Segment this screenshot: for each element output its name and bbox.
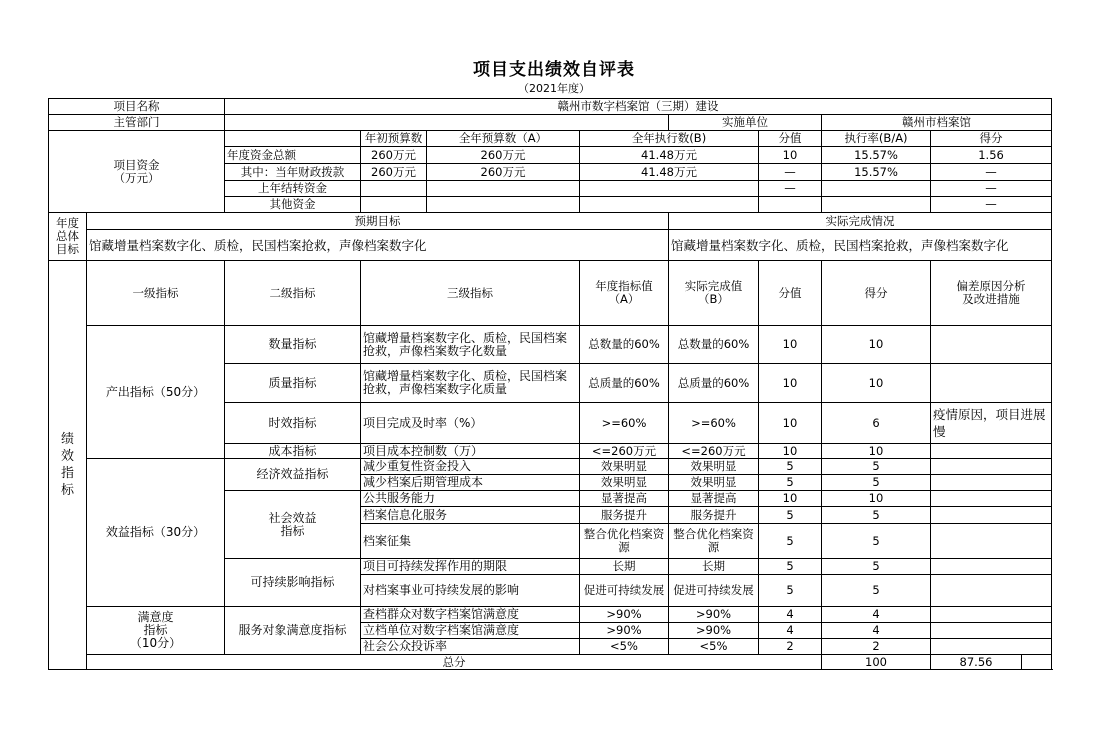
funds-got: 1.56: [931, 147, 1052, 164]
total-got: 87.56: [931, 655, 1022, 670]
score-value: 5: [759, 459, 822, 475]
target-value: 总质量的60%: [580, 364, 669, 403]
reason-text: [931, 459, 1052, 475]
actual-value: >90%: [669, 607, 759, 623]
got-value: 5: [822, 575, 931, 607]
l3-indicator: 项目成本控制数（万）: [361, 444, 580, 459]
l3-indicator: 减少档案后期管理成本: [361, 475, 580, 491]
l2-indicator: 可持续影响指标: [225, 559, 361, 607]
actual-value: 促进可持续发展: [669, 575, 759, 607]
funds-score: —: [759, 164, 822, 181]
actual-value: 整合优化档案资源: [669, 524, 759, 559]
funds-init: 260万元: [361, 147, 427, 164]
funds-score: 10: [759, 147, 822, 164]
impl-value: 赣州市档案馆: [822, 115, 1052, 131]
target-value: >90%: [580, 623, 669, 639]
score-value: 10: [759, 403, 822, 444]
target-value: 效果明显: [580, 459, 669, 475]
perf-header-actual: 实际完成值 （B）: [669, 261, 759, 326]
dept-value: [225, 115, 669, 131]
reason-text: [931, 507, 1052, 524]
actual-value: 服务提升: [669, 507, 759, 524]
score-value: 5: [759, 475, 822, 491]
page-title: 项目支出绩效自评表: [473, 60, 635, 80]
reason-text: [931, 491, 1052, 507]
funds-got: —: [931, 181, 1052, 197]
actual-value: >90%: [669, 623, 759, 639]
reason-text: [931, 364, 1052, 403]
funds-exec: [580, 181, 759, 197]
project-name-label: 项目名称: [49, 99, 225, 115]
l2-indicator: 社会效益 指标: [225, 491, 361, 559]
score-value: 5: [759, 524, 822, 559]
l2-indicator: 成本指标: [225, 444, 361, 459]
reason-text: [931, 623, 1052, 639]
output-label: 产出指标（50分）: [87, 326, 225, 459]
page-subtitle: （2021年度）: [518, 82, 590, 95]
actual-value: 效果明显: [669, 459, 759, 475]
funds-label: 项目资金 （万元）: [49, 131, 225, 213]
funds-header: 全年执行数(B): [580, 131, 759, 147]
funds-row-label: 其中：当年财政拨款: [225, 164, 361, 181]
reason-text: 疫情原因，项目进展慢: [931, 403, 1052, 444]
funds-exec: [580, 197, 759, 213]
reason-text: [931, 326, 1052, 364]
score-value: 10: [759, 326, 822, 364]
perf-header-l2: 二级指标: [225, 261, 361, 326]
funds-rate: 15.57%: [822, 147, 931, 164]
funds-header: 执行率(B/A): [822, 131, 931, 147]
l3-indicator: 社会公众投诉率: [361, 639, 580, 655]
actual-value: 效果明显: [669, 475, 759, 491]
funds-annual: [427, 181, 580, 197]
l3-indicator: 对档案事业可持续发展的影响: [361, 575, 580, 607]
funds-init: [361, 197, 427, 213]
reason-text: [931, 475, 1052, 491]
got-value: 5: [822, 524, 931, 559]
got-value: 10: [822, 326, 931, 364]
actual-value: <=260万元: [669, 444, 759, 459]
impl-label: 实施单位: [669, 115, 822, 131]
funds-score: [759, 197, 822, 213]
score-value: 5: [759, 559, 822, 575]
l3-indicator: 馆藏增量档案数字化、质检，民国档案抢救，声像档案数字化质量: [361, 364, 580, 403]
actual-value: 总质量的60%: [669, 364, 759, 403]
funds-annual: [427, 197, 580, 213]
actual-value: <5%: [669, 639, 759, 655]
got-value: 5: [822, 559, 931, 575]
funds-row-label: 年度资金总额: [225, 147, 361, 164]
target-value: 长期: [580, 559, 669, 575]
funds-row-label: 上年结转资金: [225, 181, 361, 197]
l3-indicator: 减少重复性资金投入: [361, 459, 580, 475]
funds-init: 260万元: [361, 164, 427, 181]
target-value: 促进可持续发展: [580, 575, 669, 607]
got-value: 6: [822, 403, 931, 444]
actual-value: 总数量的60%: [669, 326, 759, 364]
got-value: 4: [822, 623, 931, 639]
benefit-label: 效益指标（30分）: [87, 459, 225, 607]
funds-score: —: [759, 181, 822, 197]
actual-value: 显著提高: [669, 491, 759, 507]
score-value: 4: [759, 623, 822, 639]
score-value: 10: [759, 364, 822, 403]
l2-indicator: 数量指标: [225, 326, 361, 364]
l2-indicator: 时效指标: [225, 403, 361, 444]
target-value: 总数量的60%: [580, 326, 669, 364]
funds-annual: 260万元: [427, 164, 580, 181]
funds-header: 得分: [931, 131, 1052, 147]
got-value: 4: [822, 607, 931, 623]
dept-label: 主管部门: [49, 115, 225, 131]
goals-expected: 馆藏增量档案数字化、质检，民国档案抢救，声像档案数字化: [87, 230, 669, 261]
funds-annual: 260万元: [427, 147, 580, 164]
funds-header: 分值: [759, 131, 822, 147]
goals-actual-label: 实际完成情况: [669, 213, 1052, 230]
got-value: 5: [822, 459, 931, 475]
l3-indicator: 项目完成及时率（%）: [361, 403, 580, 444]
score-value: 2: [759, 639, 822, 655]
reason-text: [931, 575, 1052, 607]
project-name-value: 赣州市数字档案馆（三期）建设: [225, 99, 1052, 115]
reason-text: [931, 639, 1052, 655]
perf-label: 绩 效 指 标: [49, 261, 87, 670]
funds-init: [361, 181, 427, 197]
reason-text: [931, 444, 1052, 459]
funds-header: 年初预算数: [361, 131, 427, 147]
goals-actual: 馆藏增量档案数字化、质检，民国档案抢救，声像档案数字化: [669, 230, 1052, 261]
got-value: 5: [822, 475, 931, 491]
l3-indicator: 立档单位对数字档案馆满意度: [361, 623, 580, 639]
funds-got: —: [931, 197, 1052, 213]
l3-indicator: 档案征集: [361, 524, 580, 559]
l3-indicator: 公共服务能力: [361, 491, 580, 507]
score-value: 10: [759, 444, 822, 459]
perf-header-reason: 偏差原因分析 及改进措施: [931, 261, 1052, 326]
funds-rate: 15.57%: [822, 164, 931, 181]
score-value: 10: [759, 491, 822, 507]
perf-header-target: 年度指标值 （A）: [580, 261, 669, 326]
reason-text: [931, 607, 1052, 623]
l3-indicator: 档案信息化服务: [361, 507, 580, 524]
total-label: 总分: [87, 655, 822, 670]
total-score: 100: [822, 655, 931, 670]
goals-label: 年度 总体 目标: [49, 213, 87, 261]
funds-row-label: 其他资金: [225, 197, 361, 213]
total-blank: [1022, 655, 1052, 670]
reason-text: [931, 524, 1052, 559]
funds-header: 全年预算数（A）: [427, 131, 580, 147]
target-value: <5%: [580, 639, 669, 655]
funds-exec: 41.48万元: [580, 147, 759, 164]
got-value: 2: [822, 639, 931, 655]
target-value: 显著提高: [580, 491, 669, 507]
funds-got: —: [931, 164, 1052, 181]
funds-exec: 41.48万元: [580, 164, 759, 181]
goals-expected-label: 预期目标: [87, 213, 669, 230]
perf-header-l1: 一级指标: [87, 261, 225, 326]
got-value: 10: [822, 364, 931, 403]
perf-header-l3: 三级指标: [361, 261, 580, 326]
evaluation-table: [48, 98, 1052, 670]
target-value: 整合优化档案资源: [580, 524, 669, 559]
perf-header-score: 分值: [759, 261, 822, 326]
score-value: 5: [759, 507, 822, 524]
actual-value: >=60%: [669, 403, 759, 444]
l3-indicator: 项目可持续发挥作用的期限: [361, 559, 580, 575]
target-value: >=60%: [580, 403, 669, 444]
target-value: >90%: [580, 607, 669, 623]
funds-header-blank: [225, 131, 361, 147]
reason-text: [931, 559, 1052, 575]
target-value: 效果明显: [580, 475, 669, 491]
l2-indicator: 质量指标: [225, 364, 361, 403]
got-value: 5: [822, 507, 931, 524]
score-value: 5: [759, 575, 822, 607]
funds-rate: [822, 197, 931, 213]
target-value: <=260万元: [580, 444, 669, 459]
funds-rate: [822, 181, 931, 197]
score-value: 4: [759, 607, 822, 623]
got-value: 10: [822, 491, 931, 507]
satisfaction-label: 满意度 指标 （10分）: [87, 607, 225, 655]
target-value: 服务提升: [580, 507, 669, 524]
actual-value: 长期: [669, 559, 759, 575]
perf-header-got: 得分: [822, 261, 931, 326]
l3-indicator: 馆藏增量档案数字化、质检，民国档案抢救，声像档案数字化数量: [361, 326, 580, 364]
got-value: 10: [822, 444, 931, 459]
l3-indicator: 查档群众对数字档案馆满意度: [361, 607, 580, 623]
l2-indicator: 服务对象满意度指标: [225, 607, 361, 655]
l2-indicator: 经济效益指标: [225, 459, 361, 491]
